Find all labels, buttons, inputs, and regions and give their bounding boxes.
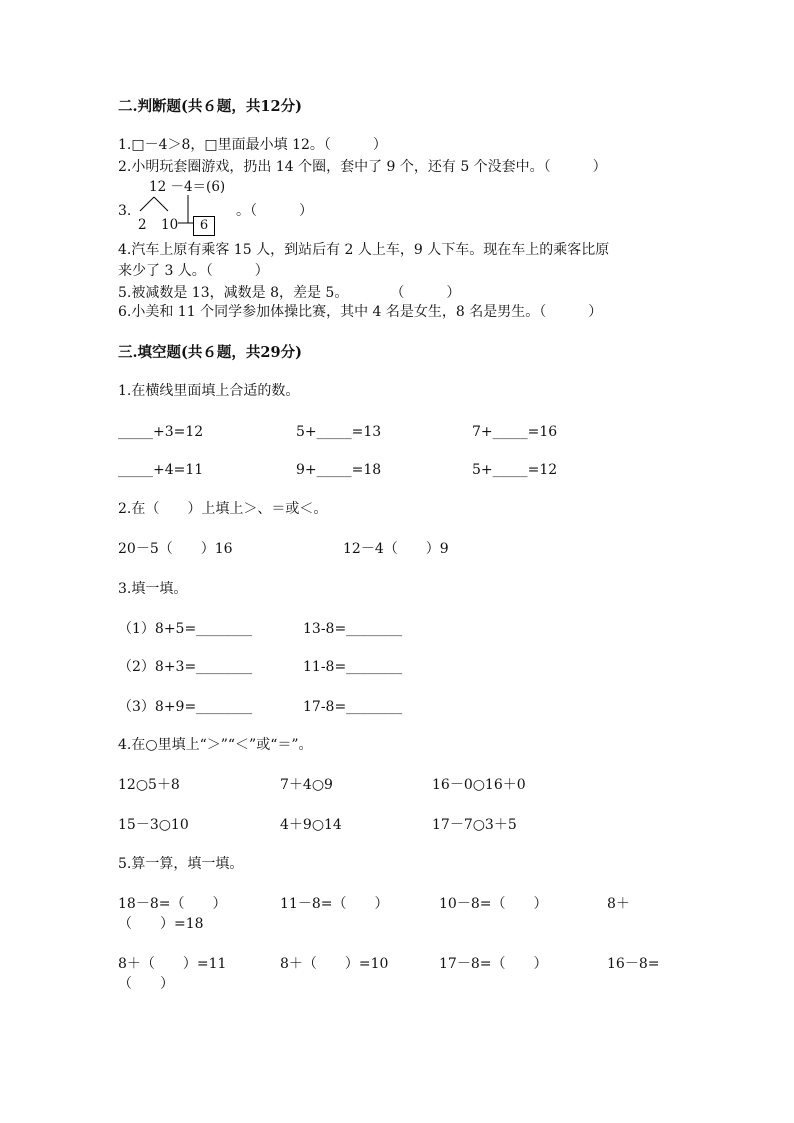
fill-q5-item: 8＋（ ）=11 xyxy=(118,956,227,972)
fill-q5-item: 17－8=（ ） xyxy=(439,956,548,972)
fill-q4-item: 16－0○16＋0 xyxy=(432,777,526,793)
fill-q4-item: 7＋4○9 xyxy=(280,777,333,793)
fill-q5-title: 5.算一算，填一填。 xyxy=(118,856,244,872)
section2-heading: 二.判断题(共６题，共12分) xyxy=(118,98,302,115)
split-tree-lines xyxy=(0,0,794,240)
split-left-number: 2 xyxy=(138,217,147,233)
fill-q3-item: （1）8+5=________ xyxy=(118,621,253,637)
judge-q1: 1.□－4＞8，□里面最小填 12。（ ） xyxy=(118,137,387,153)
fill-q3-title: 3.填一填。 xyxy=(118,581,188,597)
fill-q3-item: （2）8+3=________ xyxy=(118,659,253,675)
fill-q1-row2-item: _____+4=11 xyxy=(118,462,204,478)
judge-q3-prefix: 3. xyxy=(118,203,132,219)
fill-q2-title: 2.在（ ）上填上＞、＝或＜。 xyxy=(118,501,328,517)
judge-q4-line1: 4.汽车上原有乘客 15 人，到站后有 2 人上车，9 人下车。现在车上的乘客比原 xyxy=(118,242,610,258)
section3-heading: 三.填空题(共６题，共29分) xyxy=(118,344,302,361)
fill-q4-title: 4.在○里填上“＞”“＜”或“＝”。 xyxy=(118,737,313,753)
fill-q4-item: 17－7○3＋5 xyxy=(432,817,517,833)
fill-q5-item: 18－8=（ ） xyxy=(118,896,227,912)
fill-q2-item: 12－4（ ）9 xyxy=(343,541,449,557)
judge-q3-expression: 12 －4＝(6) xyxy=(149,179,226,195)
fill-q4-item: 15－3○10 xyxy=(118,817,189,833)
judge-q6: 6.小美和 11 个同学参加体操比赛，其中 4 名是女生，8 名是男生。（ ） xyxy=(118,304,603,320)
judge-q2: 2.小明玩套圈游戏，扔出 14 个圈，套中了 9 个，还有 5 个没套中。（ ） xyxy=(118,159,607,175)
judge-q4-line2: 来少了 3 人。（ ） xyxy=(118,263,269,279)
fill-q3-item: （3）8+9=________ xyxy=(118,699,253,715)
fill-q4-item: 12○5＋8 xyxy=(118,777,180,793)
fill-q3-item: 17-8=________ xyxy=(303,699,403,715)
fill-q1-row2-item: 9+_____=18 xyxy=(296,462,382,478)
fill-q5-item: 8＋ xyxy=(607,896,630,912)
fill-q4-item: 4＋9○14 xyxy=(280,817,342,833)
judge-q3-suffix: 。（ ） xyxy=(236,203,313,219)
fill-q2-item: 20－5（ ）16 xyxy=(118,541,233,557)
fill-q3-item: 13-8=________ xyxy=(303,621,403,637)
fill-q1-row1-item: 5+_____=13 xyxy=(296,424,382,440)
split-right-number: 10 xyxy=(161,217,179,233)
fill-q5-item: 8＋（ ）=10 xyxy=(280,956,389,972)
fill-q3-item: 11-8=________ xyxy=(303,659,403,675)
fill-q5-item: 16－8= xyxy=(607,956,660,972)
answer-box: 6 xyxy=(193,216,215,236)
fill-q1-row2-item: 5+_____=12 xyxy=(472,462,558,478)
judge-q5: 5.被减数是 13，减数是 8，差是 5。 （ ） xyxy=(118,285,461,301)
fill-q5-item-wrap: （ ）=18 xyxy=(118,916,204,932)
fill-q1-title: 1.在横线里面填上合适的数。 xyxy=(118,383,300,399)
fill-q5-item: 10－8=（ ） xyxy=(439,896,548,912)
fill-q1-row1-item: 7+_____=16 xyxy=(472,424,558,440)
fill-q5-item-wrap: （ ） xyxy=(118,976,174,992)
fill-q5-item: 11－8=（ ） xyxy=(280,896,389,912)
fill-q1-row1-item: _____+3=12 xyxy=(118,424,204,440)
